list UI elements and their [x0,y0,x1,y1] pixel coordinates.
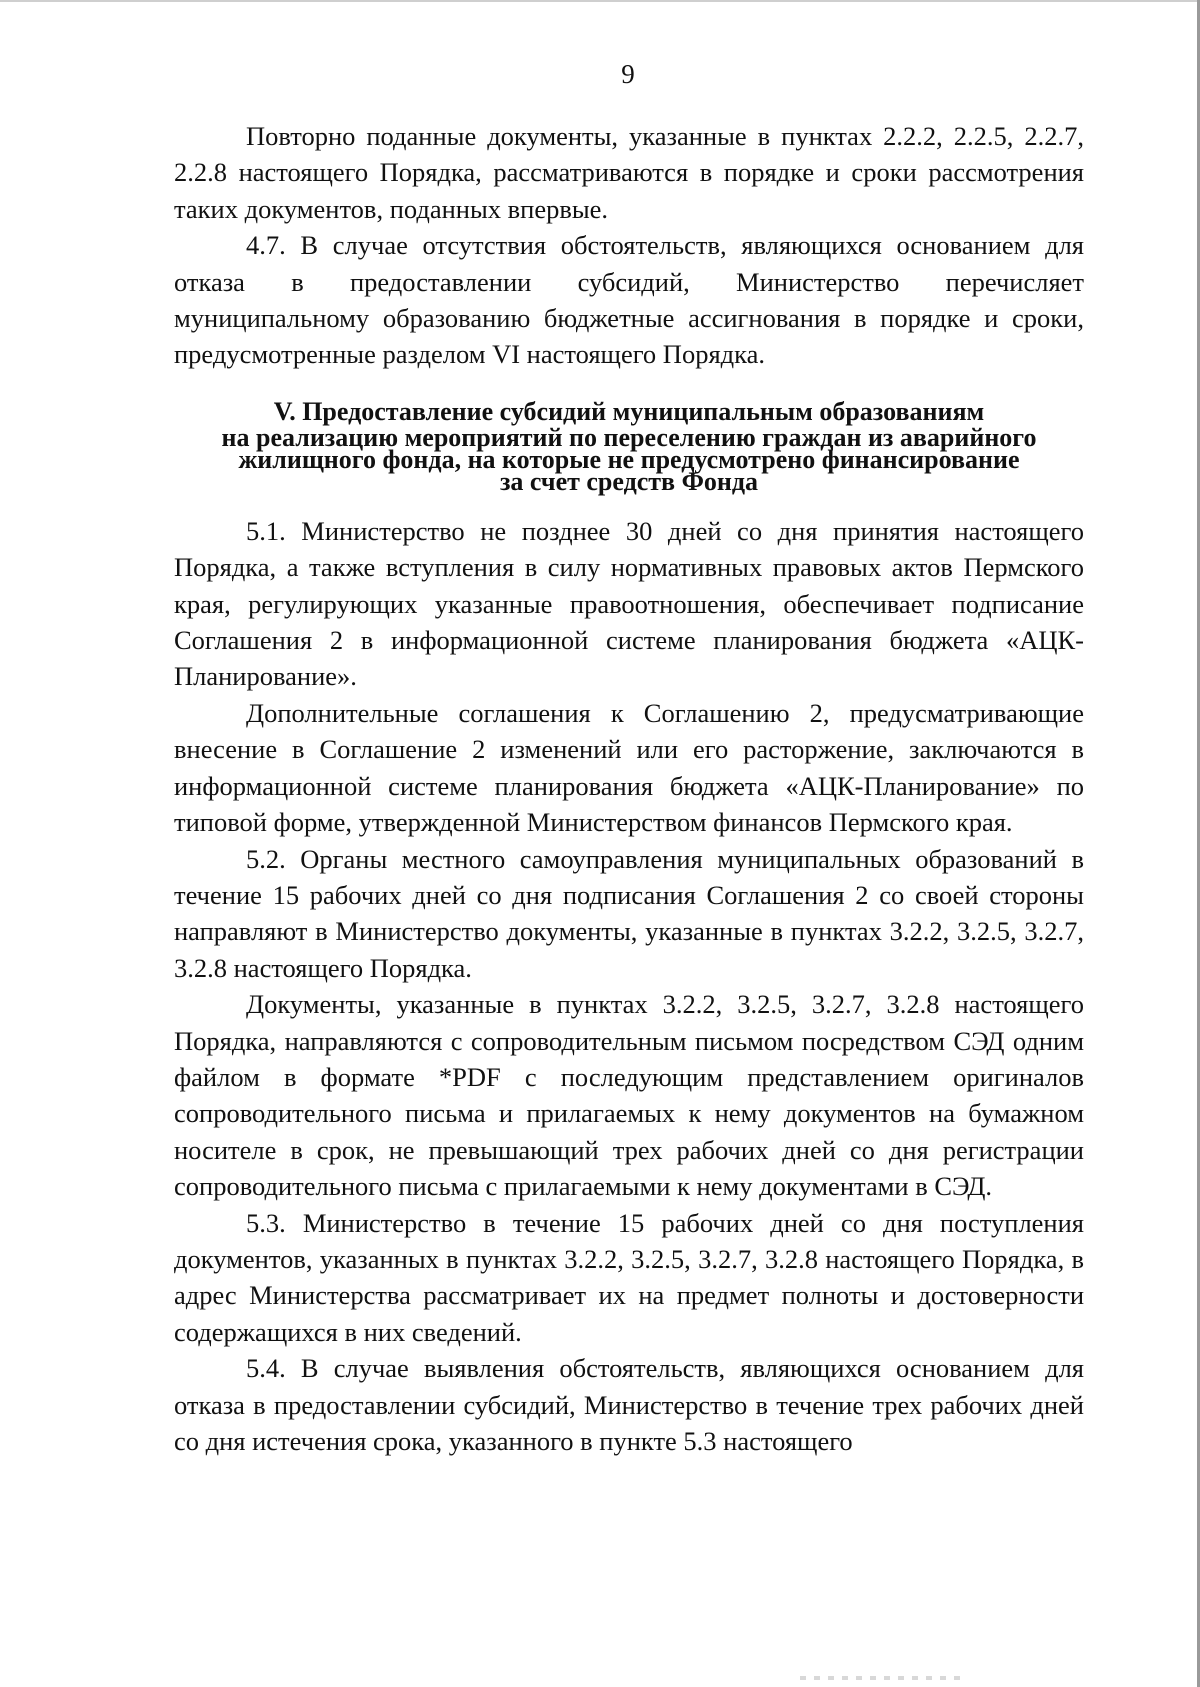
paragraph-documents-submission: Документы, указанные в пунктах 3.2.2, 3.2.5, 3.2.7, 3.2.8 настоящего Порядка, направляются с сопроводительным письмом посредством СЭД одним файлом в формате *PDF с последующим представлением оригиналов сопроводительного письма и прилагаемых к нему документов на бумажном носителе в срок, не превышающий трех рабочих дней со дня регистрации сопроводительного письма с прилагаемыми к нему документами в СЭД. [174,989,1084,1202]
page-number: 9 [621,59,635,89]
paragraph-5-1: 5.1. Министерство не позднее 30 дней со дня принятия настоящего Порядка, а также вступления в силу нормативных правовых актов Пермского края, регулирующих указанные правоотношения, обеспечивает подписание Соглашения 2 в информационной системе планирования бюджета «АЦК-Планирование». [174,515,1084,692]
section-heading-line-3: жилищного фонда, на которые не предусмотрено финансирование [238,444,1020,474]
scan-edge-top [0,0,1200,2]
paragraph-5-3: 5.3. Министерство в течение 15 рабочих дней со дня поступления документов, указанных в пунктах 3.2.2, 3.2.5, 3.2.7, 3.2.8 настоящего Порядка, в адрес Министерства рассматривает их на предмет полноты и достоверности содержащихся в них сведений. [174,1207,1084,1347]
paragraph-5-2: 5.2. Органы местного самоуправления муниципальных образований в течение 15 рабочих дней со дня подписания Соглашения 2 со своей стороны направляют в Министерство документы, указанные в пунктах 3.2.2, 3.2.5, 3.2.7, 3.2.8 настоящего Порядка. [174,843,1084,983]
paragraph-5-4: 5.4. В случае выявления обстоятельств, являющихся основанием для отказа в предоставлении субсидий, Министерство в течение трех рабочих дней со дня истечения срока, указанного в пункте 5.3 настоящего [174,1353,1084,1456]
section-heading [174,396,1084,496]
paragraph-additional-agreements: Дополнительные соглашения к Соглашению 2, предусматривающие внесение в Соглашение 2 изменений или его расторжение, заключаются в информационной системе планирования бюджета «АЦК-Планирование» по типовой форме, утвержденной Министерством финансов Пермского края. [174,697,1084,838]
paragraph-4-7: 4.7. В случае отсутствия обстоятельств, являющихся основанием для отказа в предоставлении субсидий, Министерство перечисляет муниципальному образованию бюджетные ассигнования в порядке и сроки, предусмотренные разделом VI настоящего Порядка. [174,230,1084,370]
section-heading-line-2: на реализацию мероприятий по переселению граждан из аварийного [221,422,1037,452]
scan-artifact [800,1676,960,1680]
section-heading-line-4: за счет средств Фонда [499,466,759,496]
document-body [174,118,1084,1459]
section-heading-line-1: V. Предоставление субсидий муниципальным образованиям [273,396,985,426]
paragraph-resubmitted-documents: Повторно поданные документы, указанные в пунктах 2.2.2, 2.2.5, 2.2.7, 2.2.8 настоящего Порядка, рассматриваются в порядке и сроки рассмотрения таких документов, поданных впервые. [174,121,1084,224]
